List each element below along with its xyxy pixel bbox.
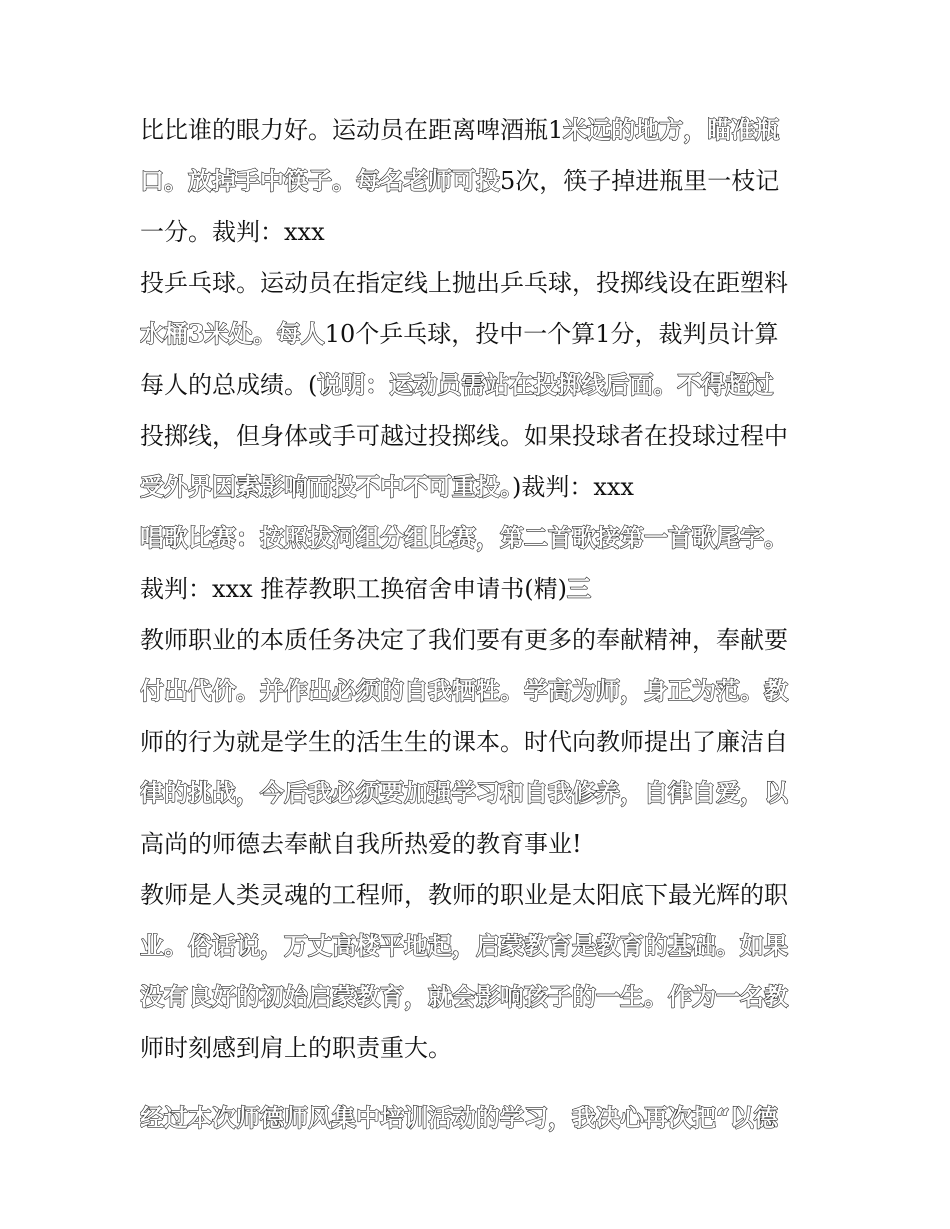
- document-body: [140, 108, 810, 1147]
- text-line: 每人的总成绩。(说明：运动员需站在投掷线后面。不得超过: [140, 370, 774, 399]
- text-line: 口。放掉手中筷子。每名老师可投5次，筷子掉进瓶里一枝记: [140, 166, 780, 195]
- text-line: 律的挑战，今后我必须要加强学习和自我修养，自律自爱，以: [140, 778, 788, 807]
- text-line: 一分。裁判：xxx: [140, 218, 325, 246]
- text-line: 裁判：xxx 推荐教职工换宿舍申请书(精)三: [140, 574, 591, 603]
- text-line: 经过本次师德师风集中培训活动的学习，我决心再次把“以德: [140, 1103, 778, 1132]
- text-line: 比比谁的眼力好。运动员在距离啤酒瓶1米远的地方，瞄准瓶: [140, 115, 780, 144]
- text-line: 师时刻感到肩上的职责重大。: [140, 1034, 452, 1062]
- text-line: 投掷线，但身体或手可越过投掷线。如果投球者在投球过程中: [140, 422, 788, 450]
- text-line: 师的行为就是学生的活生生的课本。时代向教师提出了廉洁自: [140, 728, 788, 756]
- text-line: 没有良好的初始启蒙教育，就会影响孩子的一生。作为一名教: [140, 982, 788, 1011]
- text-line: 唱歌比赛：按照拔河组分组比赛，第二首歌接第一首歌尾字。: [140, 523, 788, 552]
- text-line: 教师是人类灵魂的工程师，教师的职业是太阳底下最光辉的职: [140, 881, 788, 909]
- text-line: 投乒乓球。运动员在指定线上抛出乒乓球，投掷线设在距塑料: [140, 269, 788, 297]
- text-line: 业。俗话说，万丈高楼平地起，启蒙教育是教育的基础。如果: [140, 931, 788, 960]
- text-line: 受外界因素影响而投不中不可重投。)裁判：xxx: [140, 472, 634, 501]
- text-line: 教师职业的本质任务决定了我们要有更多的奉献精神，奉献要: [140, 626, 788, 654]
- text-line: 付出代价。并作出必须的自我牺牲。学高为师，身正为范。教: [140, 676, 788, 705]
- text-line: 高尚的师德去奉献自我所热爱的教育事业!: [140, 830, 582, 858]
- text-line: 水桶3米处。每人10个乒乓球，投中一个算1分，裁判员计算: [140, 319, 779, 348]
